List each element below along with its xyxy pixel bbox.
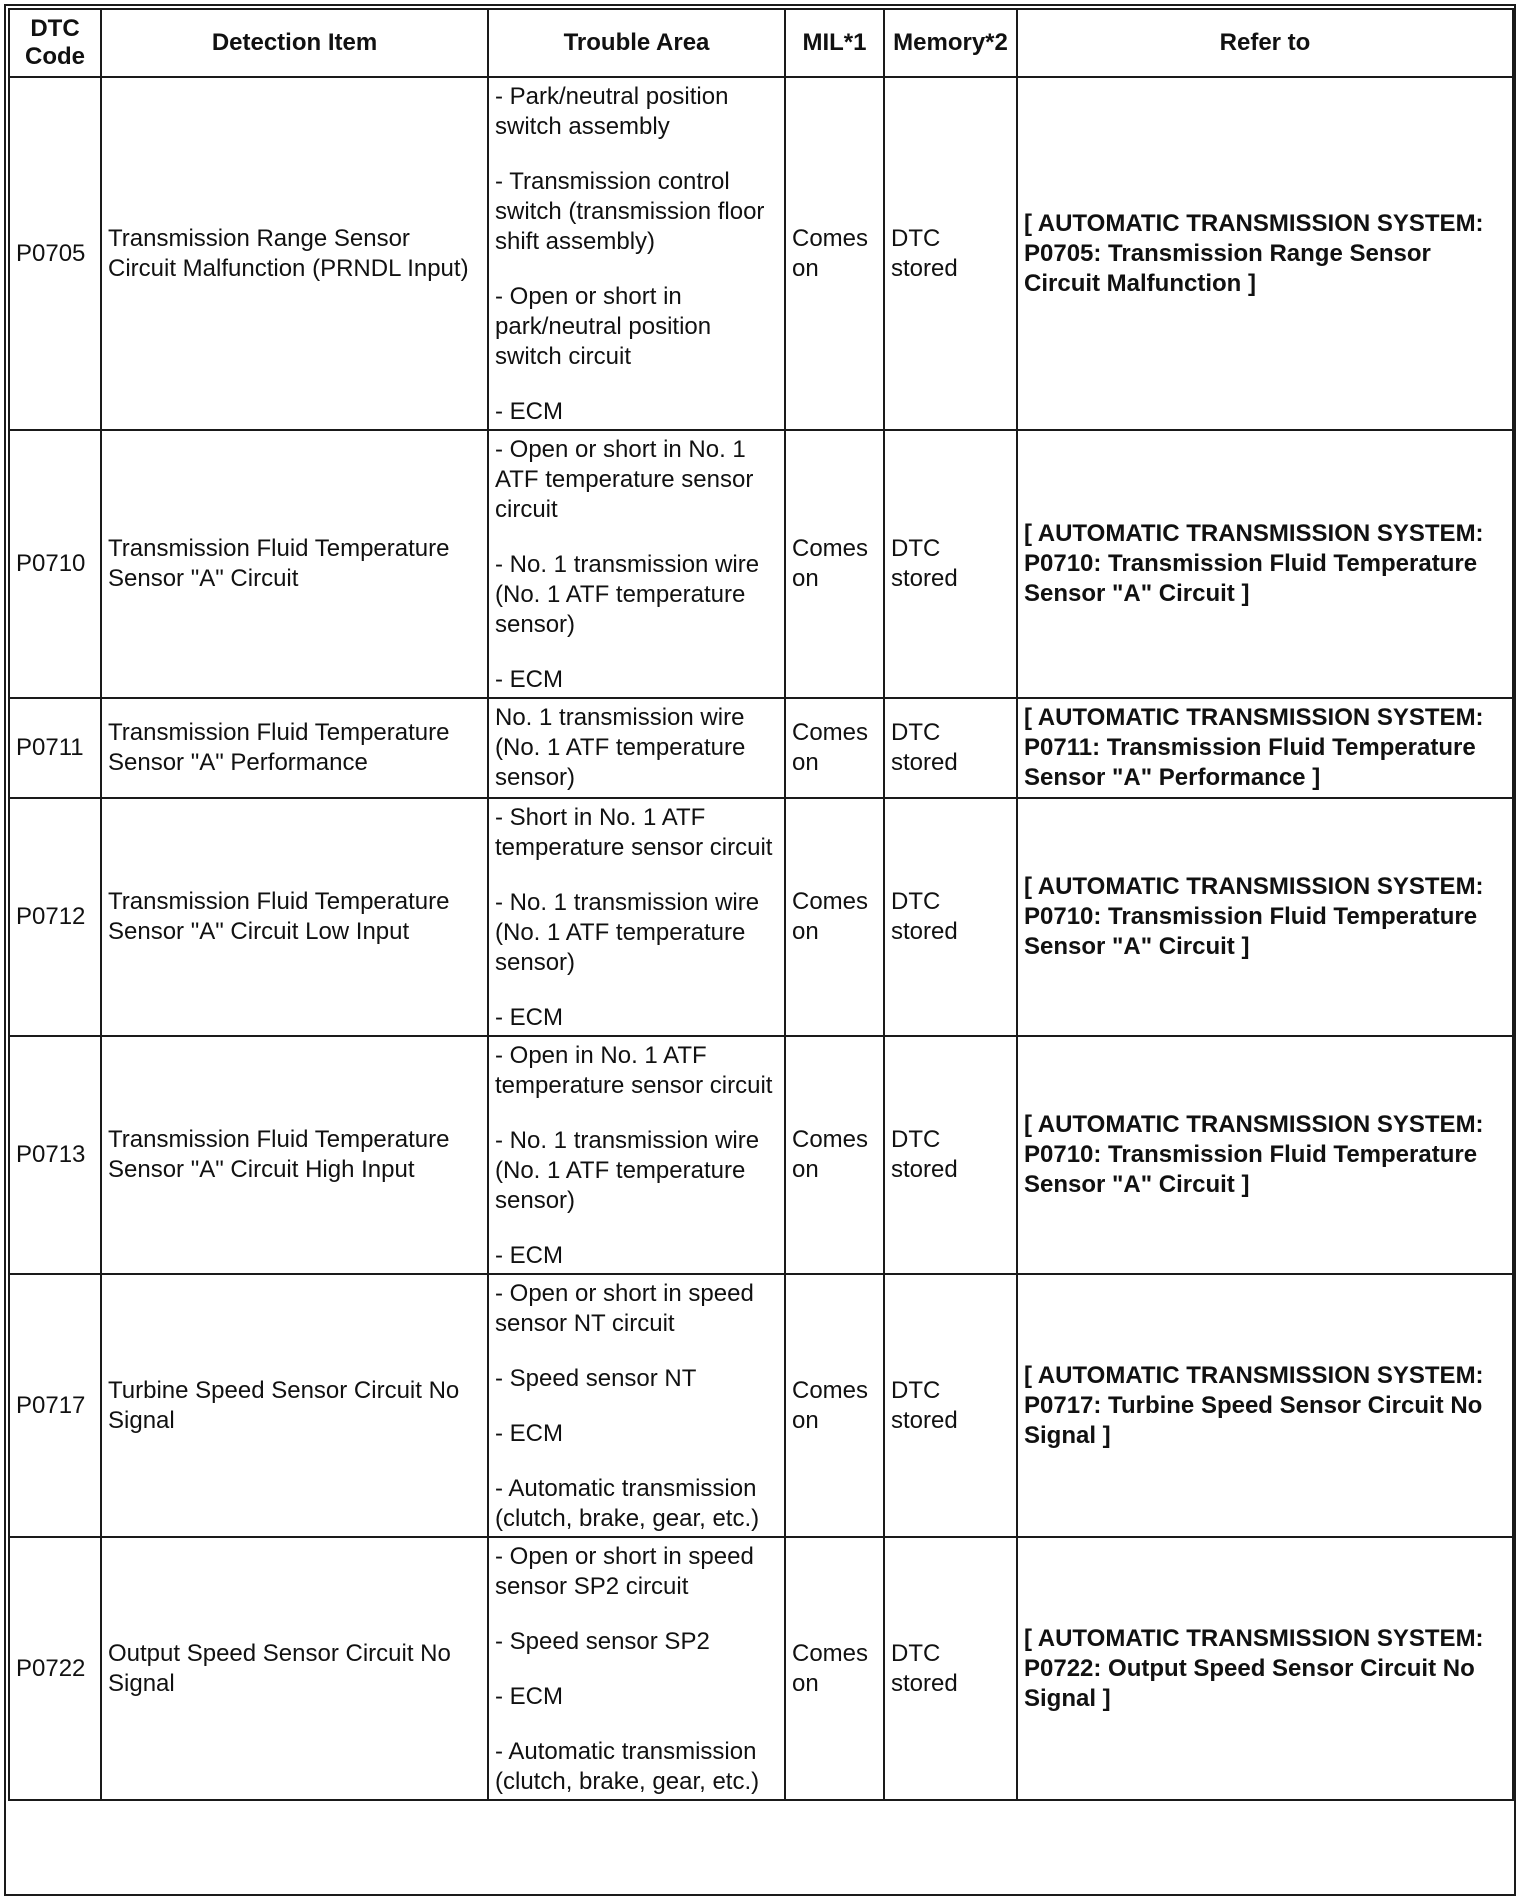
- memory-cell: DTC stored: [884, 1274, 1017, 1537]
- refer-to-cell: [ AUTOMATIC TRANSMISSION SYSTEM: P0710: Transmission Fluid Temperature Sensor "A" Circuit ]: [1017, 430, 1513, 698]
- dtc-code-cell: P0713: [9, 1036, 101, 1274]
- trouble-area-line: - ECM: [495, 1004, 563, 1031]
- trouble-area-line: - Short in No. 1 ATF temperature sensor circuit: [495, 804, 773, 861]
- mil-cell: Comes on: [785, 798, 884, 1036]
- table-row: [9, 430, 1513, 698]
- trouble-area-line: - ECM: [495, 666, 563, 693]
- dtc-code-cell: P0722: [9, 1537, 101, 1800]
- trouble-area-cell: [488, 430, 785, 698]
- refer-to-cell: [ AUTOMATIC TRANSMISSION SYSTEM: P0711: Transmission Fluid Temperature Sensor "A" Performance ]: [1017, 698, 1513, 798]
- trouble-area-line: - Open or short in No. 1 ATF temperature sensor circuit: [495, 436, 754, 523]
- trouble-area-cell: [488, 77, 785, 430]
- detection-item-cell: Turbine Speed Sensor Circuit No Signal: [101, 1274, 488, 1537]
- trouble-area-line: - No. 1 transmission wire (No. 1 ATF temperature sensor): [495, 889, 760, 976]
- refer-to-cell: [ AUTOMATIC TRANSMISSION SYSTEM: P0717: Turbine Speed Sensor Circuit No Signal ]: [1017, 1274, 1513, 1537]
- table-row: [9, 77, 1513, 430]
- trouble-area-line: - Speed sensor SP2: [495, 1628, 710, 1655]
- trouble-area-cell: [488, 1274, 785, 1537]
- dtc-code-cell: P0712: [9, 798, 101, 1036]
- mil-cell: Comes on: [785, 1036, 884, 1274]
- trouble-area-line: - Open in No. 1 ATF temperature sensor circuit: [495, 1042, 773, 1099]
- trouble-area-cell: [488, 1537, 785, 1800]
- detection-item-cell: Transmission Range Sensor Circuit Malfunction (PRNDL Input): [101, 77, 488, 430]
- trouble-area-line: - Open or short in park/neutral position switch circuit: [495, 283, 712, 370]
- memory-cell: DTC stored: [884, 1036, 1017, 1274]
- dtc-table: [8, 8, 1514, 1801]
- trouble-area-line: - ECM: [495, 1242, 563, 1269]
- trouble-area-line: - Open or short in speed sensor NT circuit: [495, 1280, 754, 1337]
- header-trouble-area: Trouble Area: [488, 9, 785, 77]
- table-row: [9, 698, 1513, 798]
- memory-cell: DTC stored: [884, 798, 1017, 1036]
- header-row: [9, 9, 1513, 77]
- table-row: [9, 798, 1513, 1036]
- dtc-code-cell: P0717: [9, 1274, 101, 1537]
- mil-cell: Comes on: [785, 1537, 884, 1800]
- table-row: [9, 1036, 1513, 1274]
- trouble-area-cell: [488, 698, 785, 798]
- detection-item-cell: Transmission Fluid Temperature Sensor "A" Performance: [101, 698, 488, 798]
- trouble-area-line: - Transmission control switch (transmission floor shift assembly): [495, 168, 765, 255]
- trouble-area-line: - Park/neutral position switch assembly: [495, 83, 729, 140]
- trouble-area-cell: [488, 798, 785, 1036]
- dtc-code-cell: P0711: [9, 698, 101, 798]
- detection-item-cell: Transmission Fluid Temperature Sensor "A" Circuit: [101, 430, 488, 698]
- table-header: [9, 9, 1513, 77]
- trouble-area-line: No. 1 transmission wire (No. 1 ATF temperature sensor): [495, 704, 746, 791]
- memory-cell: DTC stored: [884, 1537, 1017, 1800]
- trouble-area-line: - Automatic transmission (clutch, brake, gear, etc.): [495, 1475, 760, 1532]
- mil-cell: Comes on: [785, 430, 884, 698]
- dtc-code-cell: P0710: [9, 430, 101, 698]
- table-row: [9, 1274, 1513, 1537]
- header-refer-to: Refer to: [1017, 9, 1513, 77]
- trouble-area-line: - Automatic transmission (clutch, brake, gear, etc.): [495, 1738, 760, 1795]
- refer-to-cell: [ AUTOMATIC TRANSMISSION SYSTEM: P0705: Transmission Range Sensor Circuit Malfunction ]: [1017, 77, 1513, 430]
- trouble-area-line: - ECM: [495, 1683, 563, 1710]
- detection-item-cell: Transmission Fluid Temperature Sensor "A" Circuit Low Input: [101, 798, 488, 1036]
- header-detection-item: Detection Item: [101, 9, 488, 77]
- header-mil: MIL*1: [785, 9, 884, 77]
- memory-cell: DTC stored: [884, 77, 1017, 430]
- memory-cell: DTC stored: [884, 430, 1017, 698]
- trouble-area-line: - Open or short in speed sensor SP2 circuit: [495, 1543, 754, 1600]
- detection-item-cell: Transmission Fluid Temperature Sensor "A" Circuit High Input: [101, 1036, 488, 1274]
- refer-to-cell: [ AUTOMATIC TRANSMISSION SYSTEM: P0710: Transmission Fluid Temperature Sensor "A" Circuit ]: [1017, 798, 1513, 1036]
- table-body: [9, 77, 1513, 1800]
- trouble-area-line: - ECM: [495, 1420, 563, 1447]
- trouble-area-line: - ECM: [495, 398, 563, 425]
- header-dtc-code: DTC Code: [9, 9, 101, 77]
- trouble-area-line: - No. 1 transmission wire (No. 1 ATF temperature sensor): [495, 551, 760, 638]
- detection-item-cell: Output Speed Sensor Circuit No Signal: [101, 1537, 488, 1800]
- mil-cell: Comes on: [785, 1274, 884, 1537]
- mil-cell: Comes on: [785, 77, 884, 430]
- mil-cell: Comes on: [785, 698, 884, 798]
- trouble-area-cell: [488, 1036, 785, 1274]
- table-row: [9, 1537, 1513, 1800]
- memory-cell: DTC stored: [884, 698, 1017, 798]
- refer-to-cell: [ AUTOMATIC TRANSMISSION SYSTEM: P0710: Transmission Fluid Temperature Sensor "A" Circuit ]: [1017, 1036, 1513, 1274]
- refer-to-cell: [ AUTOMATIC TRANSMISSION SYSTEM: P0722: Output Speed Sensor Circuit No Signal ]: [1017, 1537, 1513, 1800]
- header-memory: Memory*2: [884, 9, 1017, 77]
- trouble-area-line: - Speed sensor NT: [495, 1365, 697, 1392]
- trouble-area-line: - No. 1 transmission wire (No. 1 ATF temperature sensor): [495, 1127, 760, 1214]
- dtc-code-cell: P0705: [9, 77, 101, 430]
